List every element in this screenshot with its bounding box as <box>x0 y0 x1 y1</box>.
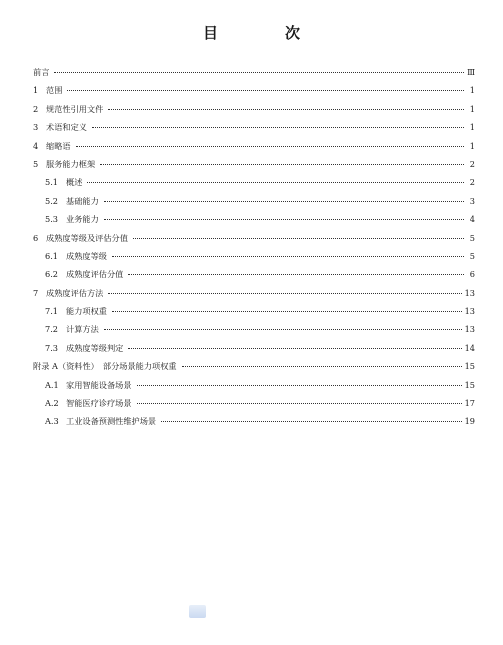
toc-entry-label[interactable]: 前言 <box>33 67 50 77</box>
toc-entry-number: A.2 <box>45 398 59 409</box>
toc-entry-page-number: 17 <box>464 398 475 409</box>
toc-entry-number: 7.2 <box>45 324 59 335</box>
toc-entry-label[interactable]: 范围 <box>46 85 63 96</box>
toc-entry-number: 7.1 <box>45 306 59 317</box>
toc-entry-page-number: 2 <box>469 177 475 188</box>
toc-entry-label[interactable]: 基础能力 <box>66 195 99 206</box>
toc-leader-dots <box>137 385 462 386</box>
toc-entry-page-number: 13 <box>464 324 475 335</box>
toc-entry[interactable] <box>33 306 475 324</box>
toc-entry[interactable] <box>33 380 475 398</box>
toc-entry-label[interactable]: 缩略语 <box>46 140 71 151</box>
toc-entry-page-number: 13 <box>464 287 475 298</box>
toc-leader-dots <box>87 182 464 183</box>
toc-entry-page-number: 15 <box>464 361 475 372</box>
toc-entry-number: 5.3 <box>45 214 59 225</box>
toc-leader-dots <box>67 90 464 91</box>
toc-entry-label[interactable]: 能力项权重 <box>66 306 107 317</box>
toc-entry-label[interactable]: 业务能力 <box>66 214 99 225</box>
toc-entry-number: 5.2 <box>45 195 59 206</box>
document-logo-icon <box>189 605 206 618</box>
toc-leader-dots <box>54 72 464 73</box>
toc-entry-number: 6.2 <box>45 269 59 280</box>
toc-entry-number: 6.1 <box>45 250 59 261</box>
toc-entry-page-number: 14 <box>464 342 475 353</box>
toc-entry[interactable] <box>33 343 475 361</box>
toc-entry-page-number: 1 <box>469 85 475 96</box>
toc-leader-dots <box>104 329 462 330</box>
toc-leader-dots <box>128 348 461 349</box>
toc-entry[interactable] <box>33 251 475 269</box>
toc-entry-label[interactable]: 成熟度评估分值 <box>66 269 124 280</box>
toc-leader-dots <box>182 366 462 367</box>
toc-leader-dots <box>104 219 464 220</box>
toc-entry-label[interactable]: 术语和定义 <box>46 122 87 133</box>
toc-entry[interactable] <box>33 159 475 177</box>
toc-entry-page-number: 6 <box>469 269 475 280</box>
toc-entry-page-number: 4 <box>469 214 475 225</box>
toc-leader-dots <box>137 403 462 404</box>
toc-entry[interactable] <box>33 288 475 306</box>
toc-entry-label[interactable]: 工业设备预测性维护场景 <box>66 416 157 427</box>
toc-entry-label[interactable]: 成熟度评估方法 <box>46 287 104 298</box>
toc-entry-page-number: 13 <box>464 306 475 317</box>
toc-entry-number: A.3 <box>45 416 59 427</box>
toc-entry-page-number: 2 <box>469 158 475 169</box>
toc-entry[interactable] <box>33 85 475 103</box>
toc-entry-label[interactable]: 附录 A（资料性） 部分场景能力项权重 <box>33 361 177 372</box>
toc-entry-page-number: 5 <box>469 250 475 261</box>
toc-entry-label[interactable]: 成熟度等级 <box>66 250 107 261</box>
page-title: 目 次 <box>202 24 326 42</box>
toc-entry[interactable] <box>33 361 475 379</box>
toc-entry[interactable] <box>33 122 475 140</box>
toc-leader-dots <box>92 127 464 128</box>
table-of-contents <box>33 67 475 435</box>
toc-entry[interactable] <box>33 196 475 214</box>
toc-entry[interactable] <box>33 177 475 195</box>
toc-entry-number: 6 <box>33 232 39 243</box>
toc-entry-page-number: 5 <box>469 232 475 243</box>
toc-entry-label[interactable]: 成熟度等级判定 <box>66 342 124 353</box>
toc-entry-page-number: 1 <box>469 122 475 133</box>
toc-leader-dots <box>76 146 464 147</box>
toc-entry-number: A.1 <box>45 379 59 390</box>
toc-entry[interactable] <box>33 398 475 416</box>
toc-leader-dots <box>133 238 464 239</box>
toc-entry[interactable] <box>33 416 475 434</box>
toc-entry-number: 2 <box>33 103 39 114</box>
toc-entry-page-number: Ⅲ <box>467 67 475 77</box>
toc-entry[interactable] <box>33 141 475 159</box>
toc-leader-dots <box>108 293 461 294</box>
toc-entry-label[interactable]: 家用智能设备场景 <box>66 379 132 390</box>
toc-leader-dots <box>112 256 464 257</box>
toc-entry-number: 4 <box>33 140 39 151</box>
toc-leader-dots <box>108 109 464 110</box>
toc-leader-dots <box>100 164 464 165</box>
toc-leader-dots <box>128 274 464 275</box>
toc-entry-page-number: 15 <box>464 379 475 390</box>
toc-leader-dots <box>161 421 462 422</box>
toc-entry-number: 5 <box>33 158 39 169</box>
toc-entry-number: 3 <box>33 122 39 133</box>
toc-entry-number: 7.3 <box>45 342 59 353</box>
toc-entry-number: 7 <box>33 287 39 298</box>
toc-entry-number: 1 <box>33 85 39 96</box>
toc-entry-page-number: 1 <box>469 140 475 151</box>
toc-entry-label[interactable]: 规范性引用文件 <box>46 103 104 114</box>
toc-entry-page-number: 19 <box>464 416 475 427</box>
toc-entry-label[interactable]: 成熟度等级及评估分值 <box>46 232 128 243</box>
toc-entry[interactable] <box>33 269 475 287</box>
toc-entry[interactable] <box>33 233 475 251</box>
toc-entry[interactable] <box>33 67 475 85</box>
toc-entry-label[interactable]: 计算方法 <box>66 324 99 335</box>
toc-entry-page-number: 3 <box>469 195 475 206</box>
toc-entry-label[interactable]: 概述 <box>66 177 83 188</box>
toc-leader-dots <box>104 201 464 202</box>
toc-entry[interactable] <box>33 104 475 122</box>
toc-entry-page-number: 1 <box>469 103 475 114</box>
toc-entry-label[interactable]: 智能医疗诊疗场景 <box>66 398 132 409</box>
toc-entry[interactable] <box>33 214 475 232</box>
toc-entry-label[interactable]: 服务能力框架 <box>46 158 96 169</box>
toc-entry[interactable] <box>33 324 475 342</box>
toc-entry-number: 5.1 <box>45 177 59 188</box>
toc-leader-dots <box>112 311 462 312</box>
